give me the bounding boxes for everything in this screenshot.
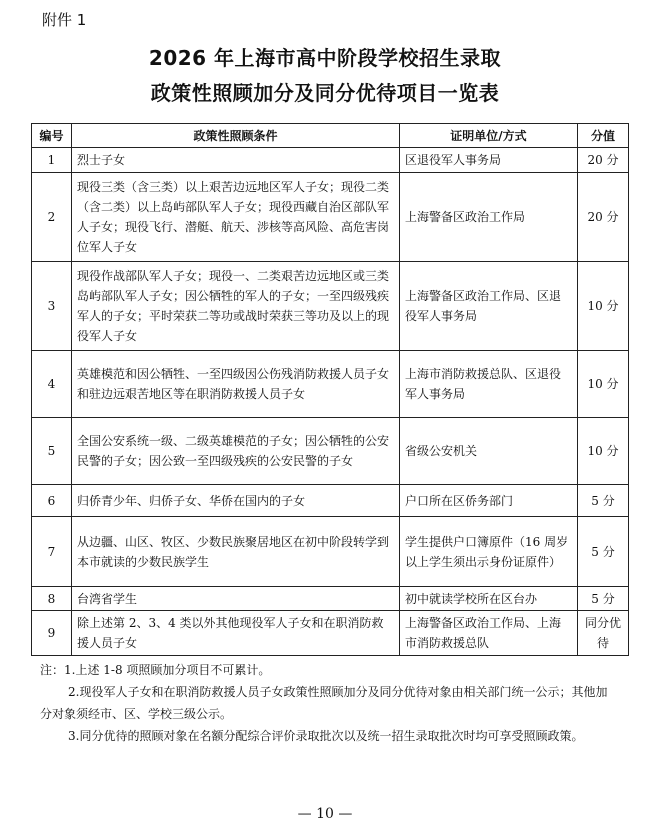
row-number: 3 <box>32 262 72 351</box>
row-number: 9 <box>32 611 72 656</box>
row-condition: 从边疆、山区、牧区、少数民族聚居地区在初中阶段转学到本市就读的少数民族学生 <box>72 517 400 587</box>
table-row <box>32 418 629 485</box>
row-number: 1 <box>32 148 72 173</box>
row-unit: 初中就读学校所在区台办 <box>400 587 578 611</box>
row-points: 10 分 <box>578 262 629 351</box>
row-number: 8 <box>32 587 72 611</box>
row-unit: 上海警备区政治工作局 <box>400 173 578 262</box>
table-row <box>32 351 629 418</box>
row-points: 5 分 <box>578 485 629 517</box>
row-points: 同分优待 <box>578 611 629 656</box>
header-condition: 政策性照顾条件 <box>72 124 400 148</box>
table-row <box>32 611 629 656</box>
table-row <box>32 517 629 587</box>
row-unit: 上海警备区政治工作局、上海市消防救援总队 <box>400 611 578 656</box>
row-number: 5 <box>32 418 72 485</box>
table-row <box>32 485 629 517</box>
document-title-line-2: 政策性照顾加分及同分优待项目一览表 <box>150 81 500 105</box>
row-unit: 省级公安机关 <box>400 418 578 485</box>
note-item: 3.同分优待的照顾对象在名额分配综合评价录取批次以及统一招生录取批次时均可享受照顾政策。 <box>68 729 584 743</box>
row-unit: 区退役军人事务局 <box>400 148 578 173</box>
page-number: — 10 — <box>297 806 353 822</box>
table-row <box>32 148 629 173</box>
row-condition: 烈士子女 <box>72 148 400 173</box>
row-points: 10 分 <box>578 418 629 485</box>
table-row <box>32 587 629 611</box>
row-condition: 现役作战部队军人子女；现役一、二类艰苦边远地区或三类岛屿部队军人子女；因公牺牲的军人的子女；一至四级残疾军人的子女；平时荣获二等功或战时荣获三等功及以上的现役军人子女 <box>72 262 400 351</box>
row-number: 7 <box>32 517 72 587</box>
attachment-label: 附件 1 <box>42 11 87 29</box>
table-row <box>32 173 629 262</box>
row-points: 5 分 <box>578 587 629 611</box>
row-number: 2 <box>32 173 72 262</box>
row-condition: 归侨青少年、归侨子女、华侨在国内的子女 <box>72 485 400 517</box>
header-unit: 证明单位/方式 <box>400 124 578 148</box>
row-number: 4 <box>32 351 72 418</box>
document-title-line-1: 2026 年上海市高中阶段学校招生录取 <box>148 46 502 70</box>
row-condition: 全国公安系统一级、二级英雄模范的子女；因公牺牲的公安民警的子女；因公致一至四级残疾的公安民警的子女 <box>72 418 400 485</box>
table-header-row <box>32 124 629 148</box>
header-number: 编号 <box>32 124 72 148</box>
row-condition: 除上述第 2、3、4 类以外其他现役军人子女和在职消防救援人员子女 <box>72 611 400 656</box>
row-points: 20 分 <box>578 173 629 262</box>
note-item: 2.现役军人子女和在职消防救援人员子女政策性照顾加分及同分优待对象由相关部门统一公示；其他加分对象须经市、区、学校三级公示。 <box>40 685 608 721</box>
policy-table <box>31 123 629 656</box>
row-points: 10 分 <box>578 351 629 418</box>
row-unit: 户口所在区侨务部门 <box>400 485 578 517</box>
table-row <box>32 262 629 351</box>
notes-section <box>40 659 610 747</box>
row-condition: 台湾省学生 <box>72 587 400 611</box>
row-points: 20 分 <box>578 148 629 173</box>
row-number: 6 <box>32 485 72 517</box>
row-unit: 上海警备区政治工作局、区退役军人事务局 <box>400 262 578 351</box>
row-unit: 上海市消防救援总队、区退役军人事务局 <box>400 351 578 418</box>
row-unit: 学生提供户口簿原件（16 周岁以上学生须出示身份证原件） <box>400 517 578 587</box>
row-condition: 英雄模范和因公牺牲、一至四级因公伤残消防救援人员子女和驻边远艰苦地区等在职消防救援人员子女 <box>72 351 400 418</box>
note-item: 注：1.上述 1-8 项照顾加分项目不可累计。 <box>40 663 271 677</box>
row-condition: 现役三类（含三类）以上艰苦边远地区军人子女；现役二类（含二类）以上岛屿部队军人子女；现役西藏自治区部队军人子女；现役飞行、潜艇、航天、涉核等高风险、高危害岗位军人子女 <box>72 173 400 262</box>
row-points: 5 分 <box>578 517 629 587</box>
header-points: 分值 <box>578 124 629 148</box>
